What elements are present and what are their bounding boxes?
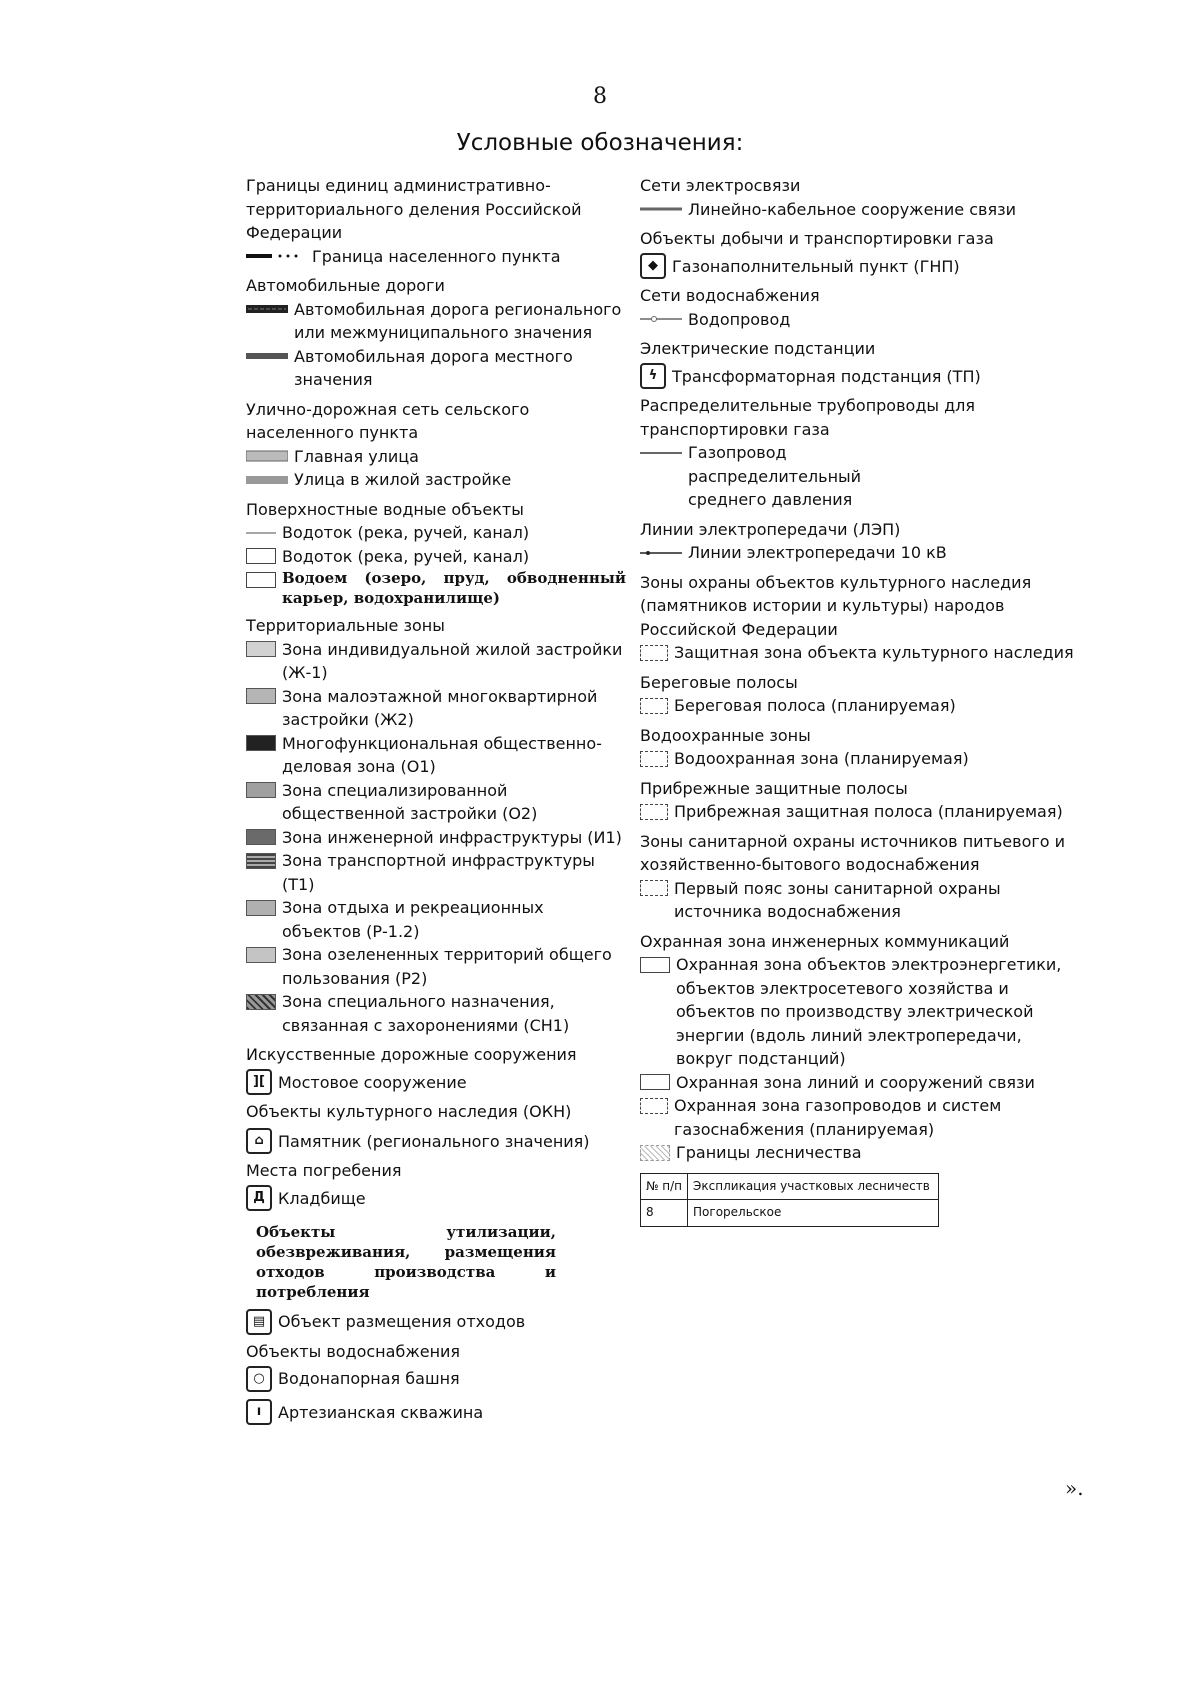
main-street-label: Главная улица	[294, 446, 419, 466]
zone-r12-label: Зона отдыха и рекреационных объектов (Р-1.2)	[282, 898, 544, 941]
burial-header: Места погребения	[246, 1161, 402, 1180]
zone-o1-swatch	[246, 732, 276, 755]
legend-right-column	[640, 174, 1080, 1227]
gas-zone-icon	[640, 1094, 668, 1117]
water-supply-header: Объекты водоснабжения	[246, 1341, 461, 1361]
zone-zh1-label: Зона индивидуальной жилой застройки (Ж-1)	[282, 639, 623, 682]
page-number: 8	[593, 84, 607, 109]
zone-zh2-swatch	[246, 685, 276, 708]
shore-protection-label: Прибрежная защитная полоса (планируемая)	[674, 802, 1063, 821]
forestry-border-icon	[640, 1141, 670, 1164]
bridges-header: Искусственные дорожные сооружения	[246, 1045, 577, 1064]
table-row	[641, 1200, 939, 1227]
table-header-cell: Экспликация участковых лесничеств	[688, 1173, 939, 1200]
table-header-row	[641, 1173, 939, 1200]
zone-sn1-swatch	[246, 990, 276, 1013]
zone-o2-swatch	[246, 779, 276, 802]
coastal-strip-label: Береговая полоса (планируемая)	[674, 696, 956, 715]
cable-line-label: Линейно-кабельное сооружение связи	[688, 199, 1016, 219]
waste-header: Объекты утилизации, обезвреживания, размещения отходов производства и потребления	[256, 1223, 556, 1301]
waste-object-icon: ▤	[246, 1310, 272, 1333]
forestry-table	[640, 1173, 939, 1227]
bridge-label: Мостовое сооружение	[278, 1072, 467, 1092]
water-tower-label: Водонапорная башня	[278, 1369, 460, 1388]
sanitary-zone-header: Зоны санитарной охраны источников питьевого и хозяйственно-бытового водоснабжения	[640, 831, 1066, 874]
zone-r2-label: Зона озелененных территорий общего пользования (Р2)	[282, 945, 612, 988]
okn-header: Объекты культурного наследия (ОКН)	[246, 1102, 572, 1121]
telecom-zone-icon	[640, 1071, 670, 1094]
watercourse-area-icon	[246, 545, 276, 568]
table-cell: Погорельское	[688, 1200, 939, 1227]
water-pipe-icon	[640, 308, 682, 331]
watercourse-area-label: Водоток (река, ручей, канал)	[282, 546, 530, 566]
shore-protection-icon	[640, 800, 668, 823]
zone-t1-label: Зона транспортной инфраструктуры (Т1)	[282, 851, 595, 894]
power-zone-label: Охранная зона объектов электроэнергетики, объектов электросетевого хозяйства и объектов по производству электрической энергии (вдоль линий электропередачи, вокруг подстанций)	[676, 955, 1062, 1068]
heritage-zone-icon	[640, 641, 668, 664]
monument-label: Памятник (регионального значения)	[278, 1131, 590, 1151]
regional-road-label: Автомобильная дорога регионального или межмуниципального значения	[294, 299, 622, 342]
table-cell: 8	[641, 1200, 688, 1227]
zones-header: Территориальные зоны	[246, 616, 445, 635]
zone-r12-swatch	[246, 896, 276, 919]
watercourse-line-icon	[246, 521, 276, 544]
water-objects-header: Поверхностные водные объекты	[246, 499, 524, 519]
zone-o2-label: Зона специализированной общественной застройки (О2)	[282, 780, 538, 823]
heritage-zone-header: Зоны охраны объектов культурного наследия (памятников истории и культуры) народов Российской Федерации	[640, 572, 1032, 639]
legend-left-column	[246, 174, 626, 1430]
sanitary-zone-label: Первый пояс зоны санитарной охраны источника водоснабжения	[674, 878, 1001, 921]
water-protection-header: Водоохранные зоны	[640, 725, 811, 745]
cemetery-icon: Д	[246, 1187, 272, 1210]
gas-zone-label: Охранная зона газопроводов и систем газоснабжения (планируемая)	[674, 1096, 1002, 1139]
telecom-header: Сети электросвязи	[640, 176, 801, 195]
streets-header: Улично-дорожная сеть сельского населенного пункта	[246, 399, 530, 442]
water-tower-icon: ○	[246, 1367, 272, 1390]
bridge-icon: ][	[246, 1071, 272, 1094]
local-road-label: Автомобильная дорога местного значения	[294, 346, 573, 389]
substation-header: Электрические подстанции	[640, 339, 876, 358]
waste-object-label: Объект размещения отходов	[278, 1312, 526, 1331]
zone-zh2-label: Зона малоэтажной многоквартирной застройки (Ж2)	[282, 686, 598, 729]
monument-icon: ⌂	[246, 1130, 272, 1153]
main-street-icon	[246, 445, 288, 468]
power-line-header: Линии электропередачи (ЛЭП)	[640, 519, 901, 539]
residential-street-label: Улица в жилой застройке	[294, 470, 512, 489]
artesian-well-icon: ı	[246, 1401, 272, 1424]
zone-sn1-label: Зона специального назначения, связанная с захоронениями (СН1)	[282, 992, 570, 1035]
gas-header: Объекты добычи и транспортировки газа	[640, 229, 994, 248]
local-road-icon	[246, 345, 288, 368]
gas-station-label: Газонаполнительный пункт (ГНП)	[672, 256, 960, 276]
zone-t1-swatch	[246, 849, 276, 872]
roads-header: Автомобильные дороги	[246, 276, 445, 295]
water-body-icon	[246, 568, 276, 591]
zone-i1-label: Зона инженерной инфраструктуры (И1)	[282, 827, 622, 847]
dash-dot-line-icon	[246, 245, 306, 268]
water-pipe-label: Водопровод	[688, 309, 791, 329]
zone-r2-swatch	[246, 943, 276, 966]
forestry-border-label: Границы лесничества	[676, 1143, 862, 1162]
engineering-zone-header: Охранная зона инженерных коммуникаций	[640, 931, 1010, 951]
power-line-label: Линии электропередачи 10 кВ	[688, 543, 947, 562]
residential-street-icon	[246, 468, 288, 491]
coastal-strip-icon	[640, 694, 668, 717]
watercourse-line-label: Водоток (река, ручей, канал)	[282, 523, 530, 542]
gas-station-icon: ◆	[640, 255, 666, 278]
power-zone-icon	[640, 953, 670, 976]
table-header-cell: № п/п	[641, 1173, 688, 1200]
gas-pipeline-icon	[640, 441, 682, 464]
legend-title: Условные обозначения:	[456, 130, 744, 156]
gas-pipeline-label: Газопровод распределительный среднего давления	[688, 443, 862, 509]
telecom-zone-label: Охранная зона линий и сооружений связи	[676, 1072, 1035, 1092]
water-network-header: Сети водоснабжения	[640, 286, 820, 305]
admin-header: Границы единиц административно-территориального деления Российской Федерации	[246, 176, 582, 242]
transformer-label: Трансформаторная подстанция (ТП)	[672, 366, 981, 386]
zone-o1-label: Многофункциональная общественно-деловая зона (О1)	[282, 733, 602, 776]
cemetery-label: Кладбище	[278, 1188, 366, 1208]
regional-road-icon	[246, 298, 288, 321]
zone-i1-swatch	[246, 826, 276, 849]
sanitary-zone-icon	[640, 877, 668, 900]
cable-line-icon	[640, 198, 682, 221]
water-body-label: Водоем (озеро, пруд, обводненный карьер, водохранилище)	[282, 569, 626, 607]
pipeline-header: Распределительные трубопроводы для транспортировки газа	[640, 396, 976, 439]
closing-quote: ».	[1065, 1476, 1084, 1500]
coastal-header: Береговые полосы	[640, 672, 798, 692]
heritage-zone-label: Защитная зона объекта культурного наследия	[674, 643, 1074, 662]
transformer-icon: ϟ	[640, 365, 666, 388]
water-protection-icon	[640, 747, 668, 770]
artesian-well-label: Артезианская скважина	[278, 1402, 484, 1422]
shore-protection-header: Прибрежные защитные полосы	[640, 778, 908, 798]
power-line-icon	[640, 541, 682, 564]
zone-zh1-swatch	[246, 638, 276, 661]
water-protection-label: Водоохранная зона (планируемая)	[674, 749, 969, 768]
settlement-border-label: Граница населенного пункта	[312, 246, 561, 266]
